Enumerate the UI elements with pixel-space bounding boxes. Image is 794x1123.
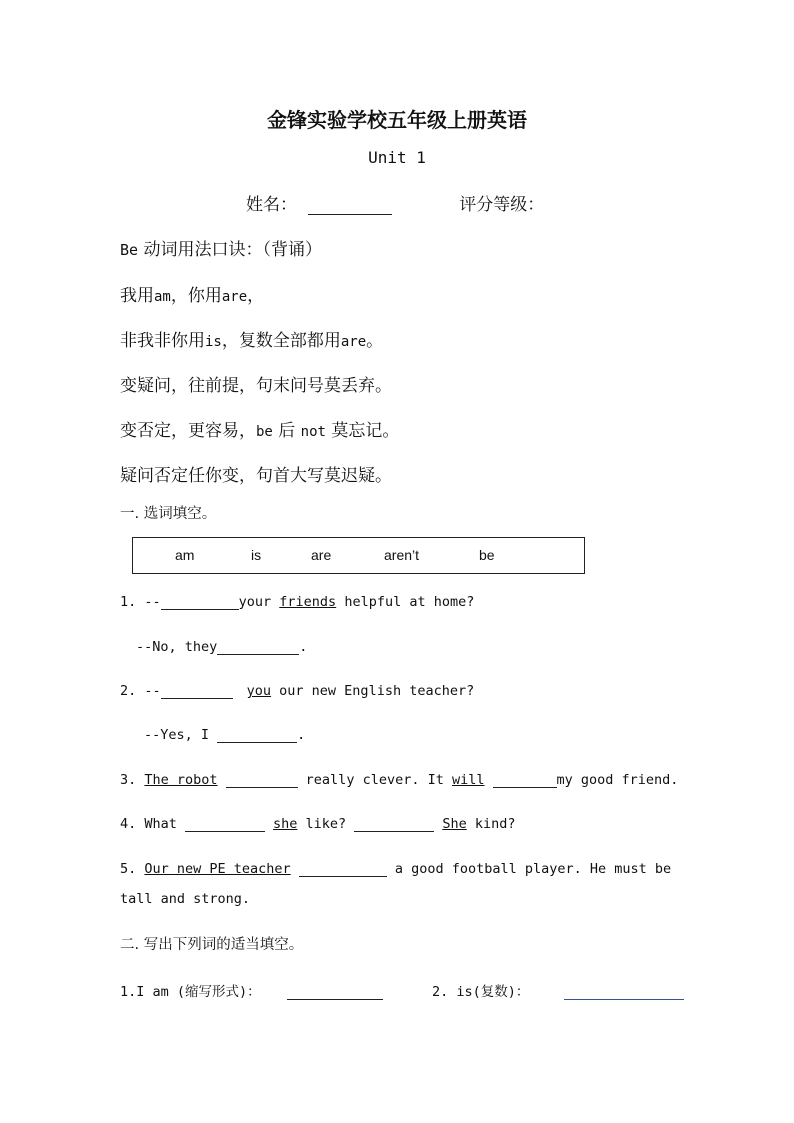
answer-blank[interactable]	[354, 815, 434, 832]
unit-label: Unit 1	[368, 148, 426, 167]
question-3: 3. The robot really clever. It will my good friend.	[120, 772, 679, 788]
page-title: 金锋实验学校五年级上册英语	[267, 108, 527, 132]
question-2: 2. -- you our new English teacher?	[120, 683, 475, 699]
section-2-item-1: 1.I am (缩写形式)：	[120, 980, 383, 1000]
word-bank-item: aren’t	[384, 547, 420, 563]
answer-blank[interactable]	[217, 638, 299, 655]
answer-blank[interactable]	[287, 983, 383, 1000]
rhyme-line-4: 变否定，更容易，be 后 not 莫忘记。	[120, 421, 400, 441]
word-bank-item: are	[311, 547, 332, 563]
rhyme-line-5: 疑问否定任你变，句首大写莫迟疑。	[120, 466, 392, 486]
question-5: 5. Our new PE teacher a good football player. He must be	[120, 861, 672, 877]
word-bank-box	[132, 537, 585, 574]
section-1-heading: 一. 选词填空。	[120, 506, 217, 522]
grade-label: 评分等级：	[459, 195, 545, 215]
question-1: 1. -- your friends helpful at home?	[120, 594, 475, 610]
rhyme-line-1: 我用am，你用are，	[120, 286, 265, 306]
word-bank-item: am	[175, 547, 195, 563]
answer-blank[interactable]	[564, 983, 684, 1000]
question-2-answer: --Yes, I .	[144, 727, 306, 743]
answer-blank[interactable]	[493, 771, 557, 788]
question-1-answer: --No, they .	[136, 639, 308, 655]
answer-blank[interactable]	[299, 860, 387, 877]
name-label: 姓名：	[246, 195, 297, 215]
word-bank-item: be	[479, 547, 495, 563]
answer-blank[interactable]	[226, 771, 298, 788]
rhyme-line-3: 变疑问，往前提，句末问号莫丢弃。	[120, 376, 392, 396]
answer-blank[interactable]	[161, 593, 239, 610]
rhyme-heading: Be 动词用法口诀：（背诵）	[120, 240, 322, 260]
answer-blank[interactable]	[185, 815, 265, 832]
word-bank-item: is	[251, 547, 262, 563]
section-2-heading: 二. 写出下列词的适当填空。	[120, 937, 304, 953]
question-5-continued: tall and strong.	[120, 891, 251, 907]
answer-blank[interactable]	[161, 682, 233, 699]
question-4: 4. What she like? She kind?	[120, 816, 516, 832]
name-grade-line	[246, 190, 544, 215]
section-2-item-2: 2. is(复数)：	[432, 980, 684, 1000]
answer-blank[interactable]	[217, 726, 297, 743]
name-blank[interactable]	[308, 198, 392, 215]
rhyme-line-2: 非我非你用is，复数全部都用are。	[120, 331, 384, 351]
